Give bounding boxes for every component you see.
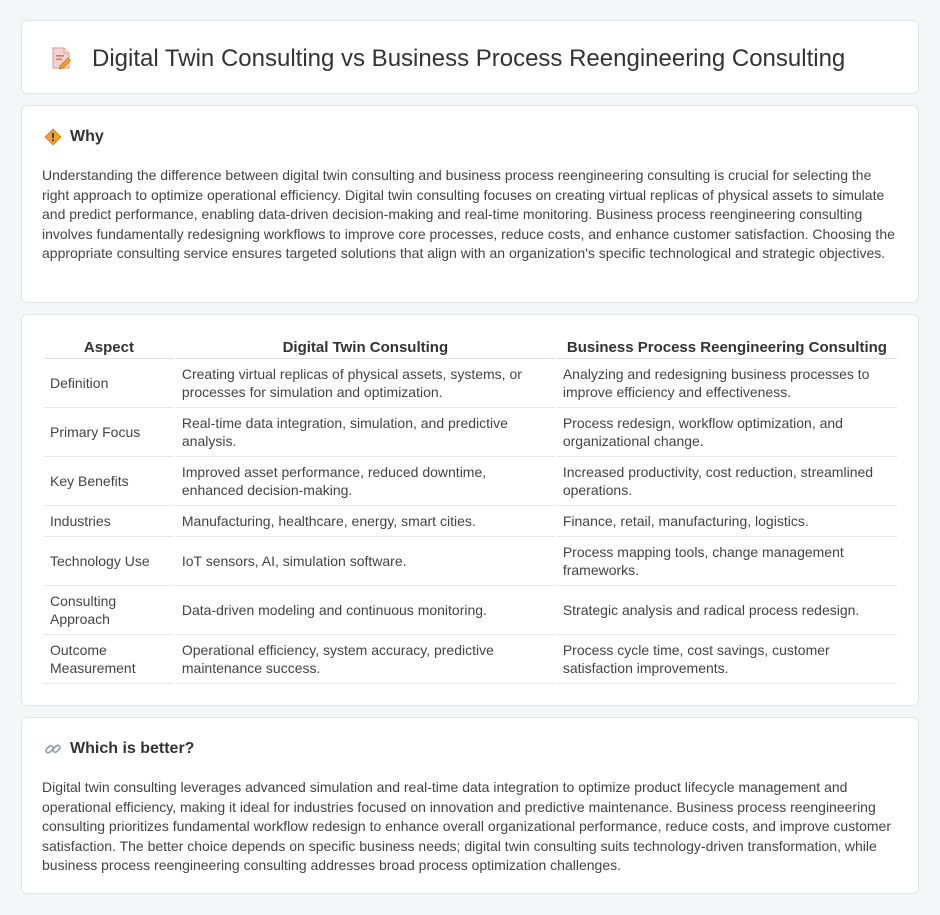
comparison-section xyxy=(21,314,919,706)
digital-twin-cell: Improved asset performance, reduced downtime, enhanced decision-making. xyxy=(176,457,555,506)
diamond-signal-icon xyxy=(44,128,62,146)
table-row xyxy=(44,359,897,408)
bpr-cell: Process mapping tools, change management frameworks. xyxy=(557,537,897,586)
table-row xyxy=(44,586,897,635)
better-heading-row xyxy=(44,740,194,758)
document-edit-icon xyxy=(50,46,72,70)
better-heading: Which is better? xyxy=(70,740,195,757)
page-title: Digital Twin Consulting vs Business Process Reengineering Consulting xyxy=(92,45,846,72)
aspect-cell: Outcome Measurement xyxy=(44,635,174,684)
table-header-row xyxy=(44,335,897,359)
header-aspect: Aspect xyxy=(44,335,174,359)
bpr-cell: Analyzing and redesigning business processes to improve efficiency and effectiveness. xyxy=(557,359,897,408)
header-bpr: Business Process Reengineering Consulting xyxy=(557,335,897,359)
digital-twin-cell: Real-time data integration, simulation, and predictive analysis. xyxy=(176,408,555,457)
better-text: Digital twin consulting leverages advanced simulation and real-time data integration to optimize product lifecycle management and operational efficiency, making it ideal for industries focused on innovation and predictive maintenance. Business process reengineering consulting prioritizes fundamental workflow redesign to enhance overall organizational performance, reduce costs, and improve customer satisfaction. The better choice depends on specific business needs; digital twin consulting suits technology-driven transformation, while business process reengineering consulting addresses broad process optimization challenges. xyxy=(42,779,891,873)
why-heading: Why xyxy=(70,128,104,145)
table-row xyxy=(44,457,897,506)
digital-twin-cell: Manufacturing, healthcare, energy, smart cities. xyxy=(176,506,555,537)
which-is-better-section xyxy=(21,717,919,894)
digital-twin-cell: Data-driven modeling and continuous monitoring. xyxy=(176,586,555,635)
bpr-cell: Process cycle time, cost savings, customer satisfaction improvements. xyxy=(557,635,897,684)
table-row xyxy=(44,537,897,586)
digital-twin-cell: Operational efficiency, system accuracy, predictive maintenance success. xyxy=(176,635,555,684)
comparison-table xyxy=(42,335,899,684)
table-row xyxy=(44,408,897,457)
aspect-cell: Definition xyxy=(44,359,174,408)
aspect-cell: Consulting Approach xyxy=(44,586,174,635)
aspect-cell: Industries xyxy=(44,506,174,537)
digital-twin-cell: Creating virtual replicas of physical assets, systems, or processes for simulation and optimization. xyxy=(176,359,555,408)
title-card xyxy=(21,20,919,94)
why-section xyxy=(21,105,919,303)
table-row xyxy=(44,635,897,684)
why-heading-row xyxy=(44,128,104,146)
bpr-cell: Finance, retail, manufacturing, logistics. xyxy=(557,506,897,537)
aspect-cell: Primary Focus xyxy=(44,408,174,457)
aspect-cell: Technology Use xyxy=(44,537,174,586)
bpr-cell: Strategic analysis and radical process redesign. xyxy=(557,586,897,635)
why-text: Understanding the difference between digital twin consulting and business process reengineering consulting is crucial for selecting the right approach to optimize operational efficiency. Digital twin consulting focuses on creating virtual replicas of physical assets to simulate and predict performance, enabling data-driven decision-making and real-time monitoring. Business process reengineering consulting involves fundamentally redesigning workflows to improve core processes, reduce costs, and enhance customer satisfaction. Choosing the appropriate consulting service ensures targeted solutions that align with an organization's specific technological and strategic objectives. xyxy=(42,167,895,261)
table-row xyxy=(44,506,897,537)
bpr-cell: Increased productivity, cost reduction, streamlined operations. xyxy=(557,457,897,506)
bpr-cell: Process redesign, workflow optimization, and organizational change. xyxy=(557,408,897,457)
header-digital-twin: Digital Twin Consulting xyxy=(176,335,555,359)
digital-twin-cell: IoT sensors, AI, simulation software. xyxy=(176,537,555,586)
link-icon xyxy=(44,740,62,758)
aspect-cell: Key Benefits xyxy=(44,457,174,506)
